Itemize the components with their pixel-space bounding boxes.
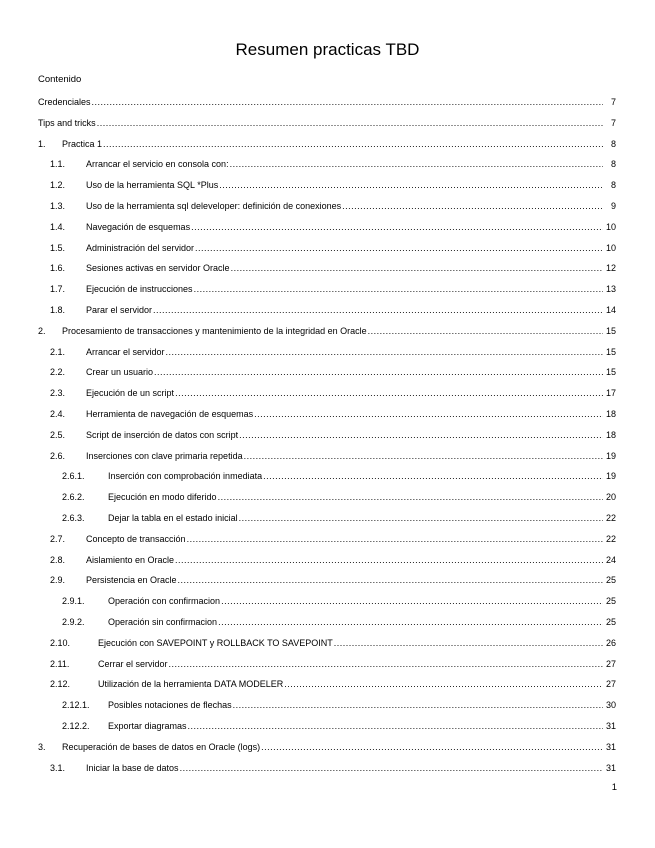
toc-entry-number: 1.: [38, 138, 46, 149]
document-title: Resumen practicas TBD: [235, 40, 420, 59]
toc-entry[interactable]: [38, 471, 616, 492]
toc-entry[interactable]: [38, 596, 616, 617]
toc-leader-dots: [334, 638, 603, 648]
toc-entry[interactable]: [38, 679, 616, 700]
toc-entry[interactable]: [38, 326, 616, 347]
toc-entry-number: 1.6.: [50, 263, 66, 274]
toc-entry-title: Crear un usuario: [86, 367, 154, 378]
toc-entry-page: 19: [605, 450, 616, 461]
toc-leader-dots: [187, 534, 603, 544]
page-number: 1: [611, 782, 617, 793]
toc-entry-title: Recuperación de bases de datos en Oracle (logs): [62, 741, 261, 752]
toc-leader-dots: [103, 139, 603, 149]
toc-entry-title: Inserciones con clave primaria repetida: [86, 450, 243, 461]
toc-entry-number: 2.9.: [50, 575, 66, 586]
toc-entry-title: Arrancar el servicio en consola con:: [86, 159, 229, 170]
toc-entry-number: 2.3.: [50, 388, 66, 399]
toc-entry[interactable]: [38, 534, 616, 555]
toc-entry-page: 22: [605, 512, 616, 523]
toc-leader-dots: [218, 492, 603, 502]
toc-entry[interactable]: [38, 763, 616, 784]
toc-entry-title: Uso de la herramienta sql deleveloper: definición de conexiones: [86, 200, 342, 211]
toc-leader-dots: [191, 222, 603, 232]
toc-entry-page: 15: [605, 346, 616, 357]
toc-leader-dots: [239, 430, 603, 440]
toc-leader-dots: [218, 617, 603, 627]
toc-leader-dots: [195, 243, 603, 253]
toc-entry-page: 19: [605, 471, 616, 482]
toc-entry[interactable]: [38, 180, 616, 201]
toc-leader-dots: [166, 347, 603, 357]
toc-entry-page: 12: [605, 263, 616, 274]
toc-entry-page: 8: [610, 159, 616, 170]
toc-entry[interactable]: [38, 139, 616, 160]
toc-leader-dots: [230, 159, 603, 169]
toc-leader-dots: [180, 763, 603, 773]
toc-entry-title: Concepto de transacción: [86, 533, 186, 544]
toc-leader-dots: [254, 409, 603, 419]
toc-entry-page: 14: [605, 304, 616, 315]
toc-entry[interactable]: [38, 97, 616, 118]
toc-leader-dots: [368, 326, 603, 336]
toc-entry-number: 2.6.2.: [62, 492, 85, 503]
toc-entry-page: 25: [605, 596, 616, 607]
toc-entry-title: Iniciar la base de datos: [86, 762, 179, 773]
toc-entry-title: Uso de la herramienta SQL *Plus: [86, 180, 219, 191]
toc-entry[interactable]: [38, 451, 616, 472]
toc-entry[interactable]: [38, 118, 616, 139]
toc-entry-title: Arrancar el servidor: [86, 346, 165, 357]
toc-entry[interactable]: [38, 430, 616, 451]
toc-entry-page: 30: [605, 700, 616, 711]
toc-entry[interactable]: [38, 555, 616, 576]
toc-entry-page: 31: [605, 741, 616, 752]
toc-entry-title: Ejecución de un script: [86, 388, 175, 399]
toc-entry-number: 2.10.: [50, 637, 71, 648]
toc-entry-number: 2.12.1.: [62, 700, 90, 711]
toc-entry-title: Dejar la tabla en el estado inicial: [108, 512, 238, 523]
toc-entry-number: 1.1.: [50, 159, 66, 170]
toc-entry[interactable]: [38, 721, 616, 742]
toc-leader-dots: [188, 721, 603, 731]
toc-entry-page: 8: [610, 138, 616, 149]
toc-entry-page: 25: [605, 616, 616, 627]
toc-entry-title: Operación con confirmacion: [108, 596, 221, 607]
toc-entry[interactable]: [38, 388, 616, 409]
toc-entry-number: 2.7.: [50, 533, 66, 544]
toc-entry[interactable]: [38, 201, 616, 222]
toc-entry[interactable]: [38, 617, 616, 638]
toc-leader-dots: [342, 201, 603, 211]
toc-entry-title: Credenciales: [38, 97, 91, 107]
toc-entry-page: 10: [605, 242, 616, 253]
toc-entry-page: 24: [605, 554, 616, 565]
toc-leader-dots: [263, 471, 603, 481]
toc-entry-number: 2.2.: [50, 367, 66, 378]
toc-entry-page: 27: [605, 679, 616, 690]
toc-entry-page: 26: [605, 637, 616, 648]
toc-entry-number: 2.1.: [50, 346, 66, 357]
toc-entry-number: 2.11.: [50, 658, 70, 669]
toc-entry-number: 2.6.3.: [62, 512, 85, 523]
toc-entry-number: 1.7.: [50, 284, 66, 295]
toc-entry-title: Navegación de esquemas: [86, 221, 191, 232]
toc-entry-title: Tips and tricks: [38, 117, 96, 128]
toc-entry-page: 15: [605, 325, 616, 336]
toc-entry[interactable]: [38, 409, 616, 430]
toc-entry[interactable]: [38, 222, 616, 243]
toc-leader-dots: [154, 367, 603, 377]
toc-entry-title: Aislamiento en Oracle: [86, 554, 175, 565]
toc-leader-dots: [284, 679, 603, 689]
toc-entry-page: 25: [605, 575, 616, 586]
toc-entry[interactable]: [38, 700, 616, 721]
toc-entry-number: 2.12.: [50, 679, 71, 690]
toc-leader-dots: [219, 180, 603, 190]
toc-leader-dots: [153, 305, 603, 315]
toc-entry-page: 8: [610, 180, 616, 191]
toc-entry[interactable]: [38, 659, 616, 680]
toc-entry-title: Parar el servidor: [86, 304, 153, 315]
toc-entry-title: Script de inserción de datos con script: [86, 429, 239, 440]
toc-leader-dots: [231, 263, 603, 273]
toc-entry[interactable]: [38, 575, 616, 596]
toc-entry-title: Posibles notaciones de flechas: [108, 700, 232, 711]
toc-entry[interactable]: [38, 367, 616, 388]
toc-entry-page: 7: [610, 117, 616, 128]
toc-entry-title: Ejecución de instrucciones: [86, 284, 193, 295]
toc-leader-dots: [239, 513, 603, 523]
toc-entry-page: 15: [605, 367, 616, 378]
toc-leader-dots: [178, 575, 603, 585]
toc-entry[interactable]: [38, 263, 616, 284]
toc-leader-dots: [244, 451, 603, 461]
toc-entry-number: 2.5.: [50, 429, 66, 440]
toc-entry-number: 3.: [38, 741, 46, 752]
toc-entry-title: Procesamiento de transacciones y mantenimiento de la integridad en Oracle: [62, 325, 367, 336]
toc-entry-title: Ejecución con SAVEPOINT y ROLLBACK TO SAVEPOINT: [98, 637, 333, 648]
toc-entry-page: 27: [605, 658, 616, 669]
toc-entry[interactable]: [38, 492, 616, 513]
toc-entry-title: Ejecución en modo diferido: [108, 492, 217, 503]
toc-entry[interactable]: [38, 284, 616, 305]
toc-entry-title: Exportar diagramas: [108, 720, 187, 731]
toc-leader-dots: [169, 659, 603, 669]
toc-entry-page: 22: [605, 533, 616, 544]
toc-entry-title: Cerrar el servidor: [98, 658, 168, 669]
toc-entry-number: 1.2.: [50, 180, 66, 191]
toc-entry[interactable]: [38, 742, 616, 763]
toc-entry-page: 10: [605, 221, 616, 232]
toc-entry[interactable]: [38, 305, 616, 326]
toc-entry-page: 17: [605, 388, 616, 399]
toc-leader-dots: [97, 118, 603, 128]
toc-entry-page: 18: [605, 408, 616, 419]
toc-entry[interactable]: [38, 159, 616, 180]
toc-entry-title: Administración del servidor: [86, 242, 195, 253]
toc-entry-title: Operación sin confirmacion: [108, 616, 218, 627]
toc-entry-page: 13: [605, 284, 616, 295]
toc-entry-number: 2.: [38, 325, 46, 336]
toc-entry-page: 9: [610, 200, 616, 211]
toc-entry-number: 2.9.2.: [62, 616, 85, 627]
toc-entry-page: 18: [605, 429, 616, 440]
toc-entry-title: Practica 1: [62, 138, 103, 149]
toc-entry-title: Inserción con comprobación inmediata: [108, 471, 263, 482]
toc-entry-number: 2.8.: [50, 554, 66, 565]
toc-entry-number: 1.3.: [50, 200, 66, 211]
toc-entry-page: 31: [605, 720, 616, 731]
toc-entry-page: 20: [605, 492, 616, 503]
toc-entry-title: Utilización de la herramienta DATA MODELER: [98, 679, 284, 690]
toc-entry-number: 1.8.: [50, 304, 66, 315]
toc-entry-number: 2.6.1.: [62, 471, 85, 482]
toc-entry-number: 1.4.: [50, 221, 66, 232]
toc-entry[interactable]: [38, 347, 616, 368]
toc-entry-number: 1.5.: [50, 242, 66, 253]
toc-entry-number: 2.12.2.: [62, 720, 90, 731]
toc-leader-dots: [175, 555, 603, 565]
toc-leader-dots: [175, 388, 603, 398]
toc-leader-dots: [194, 284, 603, 294]
toc-entry-number: 2.4.: [50, 408, 66, 419]
toc-entry[interactable]: [38, 243, 616, 264]
toc-entry-number: 2.6.: [50, 450, 66, 461]
toc-leader-dots: [261, 742, 603, 752]
toc-entry-title: Herramienta de navegación de esquemas: [86, 408, 254, 419]
toc-leader-dots: [233, 700, 603, 710]
toc-leader-dots: [92, 97, 603, 107]
toc-entry-number: 2.9.1.: [62, 596, 85, 607]
toc-entry[interactable]: [38, 638, 616, 659]
toc-entry-page: 7: [610, 97, 616, 107]
toc-leader-dots: [221, 596, 603, 606]
toc-entry-title: Sesiones activas en servidor Oracle: [86, 263, 230, 274]
toc-entry-title: Persistencia en Oracle: [86, 575, 177, 586]
toc-entry-page: 31: [605, 762, 616, 773]
contents-heading: Contenido: [38, 74, 82, 85]
table-of-contents: [38, 97, 616, 783]
toc-entry[interactable]: [38, 513, 616, 534]
toc-entry-number: 3.1.: [50, 762, 66, 773]
